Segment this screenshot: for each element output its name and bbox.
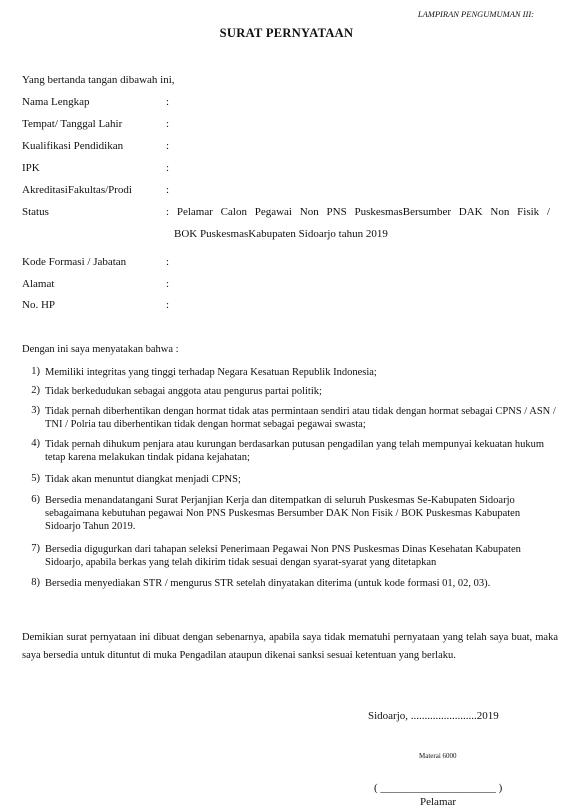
statement-text: Tidak pernah dihukum penjara atau kurungan berdasarkan putusan pengadilan yang telah mempunyai kekuatan hukum tetap karena melakukan tindak pidana kejahatan; <box>45 439 545 463</box>
closing-paragraph: Demikian surat pernyataan ini dibuat dengan sebenarnya, apabila saya tidak mematuhi pernyataan yang telah saya buat, maka saya bersedia untuk dituntut di muka Pengadilan ataupun dikenai sanksi sesuai ketentuan yang berlaku. <box>22 632 558 661</box>
statement-number: 5) <box>31 473 40 484</box>
declaration-intro: Dengan ini saya menyatakan bahwa : <box>22 344 179 355</box>
field-colon: : <box>166 184 170 196</box>
statement-number: 8) <box>31 577 40 588</box>
statement-number: 3) <box>31 405 40 416</box>
status-value <box>166 201 550 245</box>
statement-number: 4) <box>31 438 40 449</box>
field-colon: : <box>166 299 170 311</box>
field-label-accreditation: AkreditasiFakultas/Prodi <box>22 184 132 196</box>
statement-text: Bersedia menandatangani Surat Perjanjian Kerja dan ditempatkan di seluruh Puskesmas Se-Kabupaten Sidoarjo sebagaimana kebutuhan pegawai Non PNS Puskesmas Bersumber DAK Non Fisik / BOK Puskesmas Kabupaten Sidoarjo Tahun 2019. <box>45 495 521 532</box>
field-label-status: Status <box>22 206 49 218</box>
statement-text: Bersedia digugurkan dari tahapan seleksi Penerimaan Pegawai Non PNS Puskesmas Dinas Kesehatan Kabupaten Sidoarjo, apabila berkas yang telah dikirim tidak sesuai dengan syarat-syarat yang ditetapkan <box>45 544 521 568</box>
field-label-address: Alamat <box>22 278 55 290</box>
statement-number: 7) <box>31 543 40 554</box>
statement-number: 2) <box>31 385 40 396</box>
field-label-ipk: IPK <box>22 162 40 174</box>
field-colon: : <box>166 96 170 108</box>
field-label-name: Nama Lengkap <box>22 96 90 108</box>
document-title: SURAT PERNYATAAN <box>219 26 354 40</box>
stamp-label: Materai 6000 <box>419 752 457 760</box>
field-label-formation: Kode Formasi / Jabatan <box>22 256 127 268</box>
place-date: Sidoarjo, ........................2019 <box>368 710 499 722</box>
statement-text: Tidak akan menuntut diangkat menjadi CPNS; <box>45 474 241 485</box>
field-label-phone: No. HP <box>22 299 56 311</box>
field-label-education: Kualifikasi Pendidikan <box>22 140 124 152</box>
field-colon: : <box>166 278 170 290</box>
field-colon: : <box>166 140 170 152</box>
status-line-2: BOK PuskesmasKabupaten Sidoarjo tahun 2019 <box>174 228 388 240</box>
status-line-1: : Pelamar Calon Pegawai Non PNS PuskesmasBersumber DAK Non Fisik / <box>166 206 550 218</box>
statement-text: Bersedia menyediakan STR / mengurus STR setelah dinyatakan diterima (untuk kode formasi 01, 02, 03). <box>45 578 491 589</box>
field-colon: : <box>166 162 170 174</box>
statement-number: 6) <box>31 494 40 505</box>
field-label-birth: Tempat/ Tanggal Lahir <box>22 118 123 130</box>
appendix-label: LAMPIRAN PENGUMUMAN III: <box>417 9 534 19</box>
field-colon: : <box>166 256 170 268</box>
field-colon: : <box>166 118 170 130</box>
statement-text: Memiliki integritas yang tinggi terhadap Negara Kesatuan Republik Indonesia; <box>45 367 377 378</box>
statement-text: Tidak pernah diberhentikan dengan hormat tidak atas permintaan sendiri atau tidak dengan hormat sebagai CPNS / ASN / TNI / Polria tau diberhentikan tidak dengan hormat sebagai pegawai swasta; <box>45 406 556 430</box>
intro-text: Yang bertanda tangan dibawah ini, <box>22 74 175 86</box>
statement-text: Tidak berkedudukan sebagai anggota atau pengurus partai politik; <box>45 386 322 397</box>
statement-number: 1) <box>31 366 40 377</box>
signer-role: Pelamar <box>420 796 457 808</box>
signature-line: ( _____________________ ) <box>374 782 503 794</box>
